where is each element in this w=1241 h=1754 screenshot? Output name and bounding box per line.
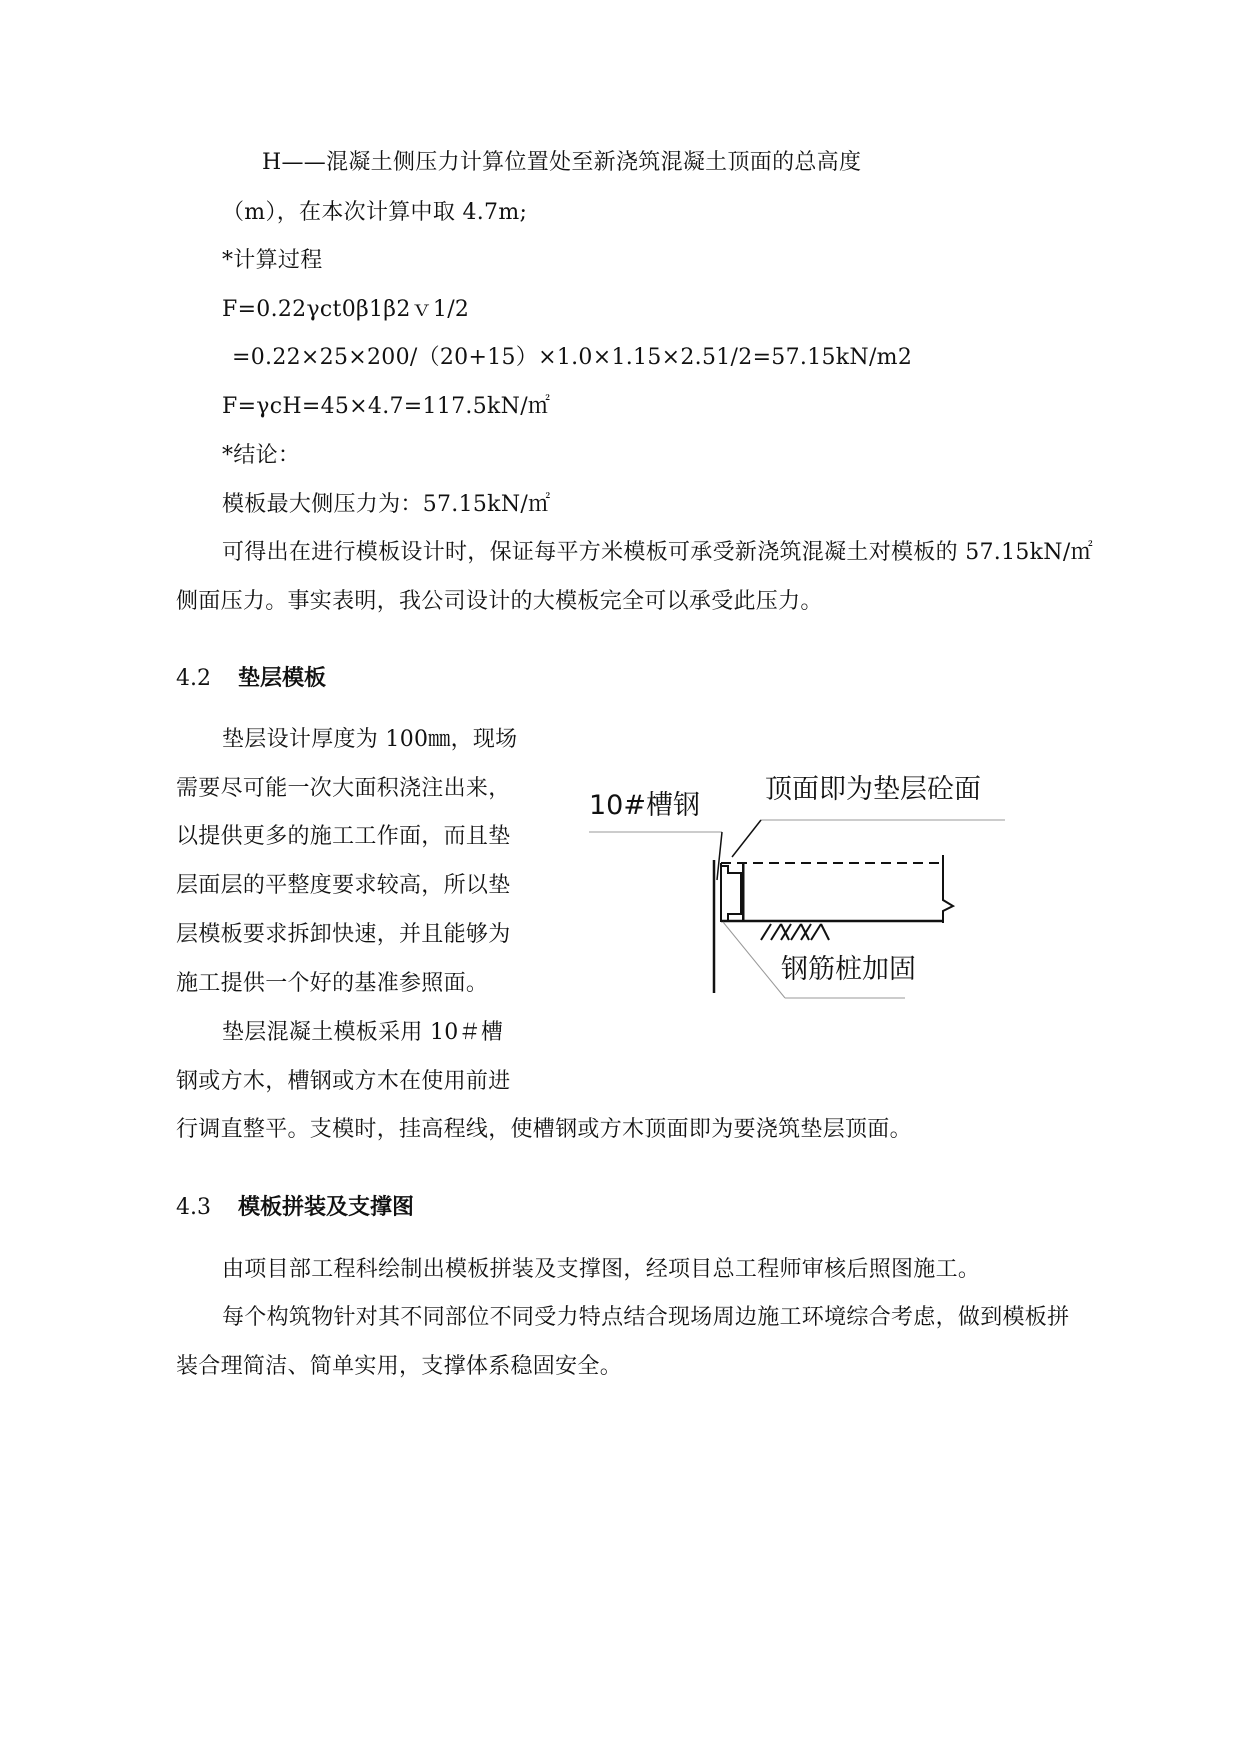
- section-4-2-heading: [176, 664, 326, 694]
- top-leader-pointer: [732, 820, 761, 857]
- label-slab-top: 顶面即为垫层砼面: [765, 774, 981, 805]
- section-4-2-number: 4.2: [176, 666, 211, 691]
- formula-1-calculation: =0.22×25×200/（20+15）×1.0×1.15×2.51/2=57.15kN/m2: [232, 345, 913, 370]
- para1-line: 以提供更多的施工工作面，而且垫: [176, 824, 511, 849]
- ground-hatching: [761, 924, 829, 940]
- section-4-3-title: 模板拼装及支撑图: [238, 1195, 415, 1220]
- label-steel-stake: 钢筋桩加固: [781, 954, 916, 985]
- para1-line: 需要尽可能一次大面积浇注出来，: [176, 776, 511, 801]
- para2-line: 行调直整平。支模时，挂高程线，使槽钢或方木顶面即为要浇筑垫层顶面。: [176, 1117, 912, 1142]
- para1-line: 层模板要求拆卸快速，并且能够为: [176, 922, 511, 947]
- h-definition-line2: （m），在本次计算中取 4.7m;: [222, 200, 528, 225]
- para2-line: 垫层混凝土模板采用 10＃槽: [222, 1020, 504, 1045]
- section-4-3-number: 4.3: [176, 1195, 211, 1220]
- section-4-3-para2-line: 每个构筑物针对其不同部位不同受力特点结合现场周边施工环境综合考虑，做到模板拼: [222, 1305, 1070, 1330]
- break-line: [943, 855, 953, 923]
- formula-1: F=0.22γct0β1β2ｖ1/2: [222, 297, 470, 322]
- formwork-detail-figure: [585, 760, 1015, 1050]
- formula-2: F=γcH=45×4.7=117.5kN/㎡: [222, 394, 551, 419]
- label-channel-steel: 10#槽钢: [589, 790, 700, 821]
- calc-process-label: *计算过程: [222, 248, 323, 273]
- para2-line: 钢或方木，槽钢或方木在使用前进: [176, 1069, 511, 1094]
- summary-line1: 可得出在进行模板设计时，保证每平方米模板可承受新浇筑混凝土对模板的 57.15kN/㎡: [222, 540, 1093, 565]
- para1-line: 施工提供一个好的基准参照面。: [176, 971, 489, 996]
- h-definition-line1: H——混凝土侧压力计算位置处至新浇筑混凝土顶面的总高度: [262, 150, 862, 175]
- channel-web: [743, 863, 744, 921]
- max-pressure: 模板最大侧压力为：57.15kN/㎡: [222, 492, 551, 517]
- channel-steel-section: [721, 866, 741, 921]
- section-4-3-para2-line: 装合理简洁、简单实用，支撑体系稳固安全。: [176, 1354, 623, 1379]
- summary-line2: 侧面压力。事实表明，我公司设计的大模板完全可以承受此压力。: [176, 589, 823, 614]
- section-4-3-heading: [176, 1193, 414, 1223]
- conclusion-label: *结论：: [222, 443, 301, 468]
- section-4-3-para1: 由项目部工程科绘制出模板拼装及支撑图，经项目总工程师审核后照图施工。: [222, 1257, 981, 1282]
- para1-line: 层面层的平整度要求较高，所以垫: [176, 873, 511, 898]
- para1-line: 垫层设计厚度为 100㎜，现场: [222, 727, 518, 752]
- section-4-2-title: 垫层模板: [238, 666, 327, 691]
